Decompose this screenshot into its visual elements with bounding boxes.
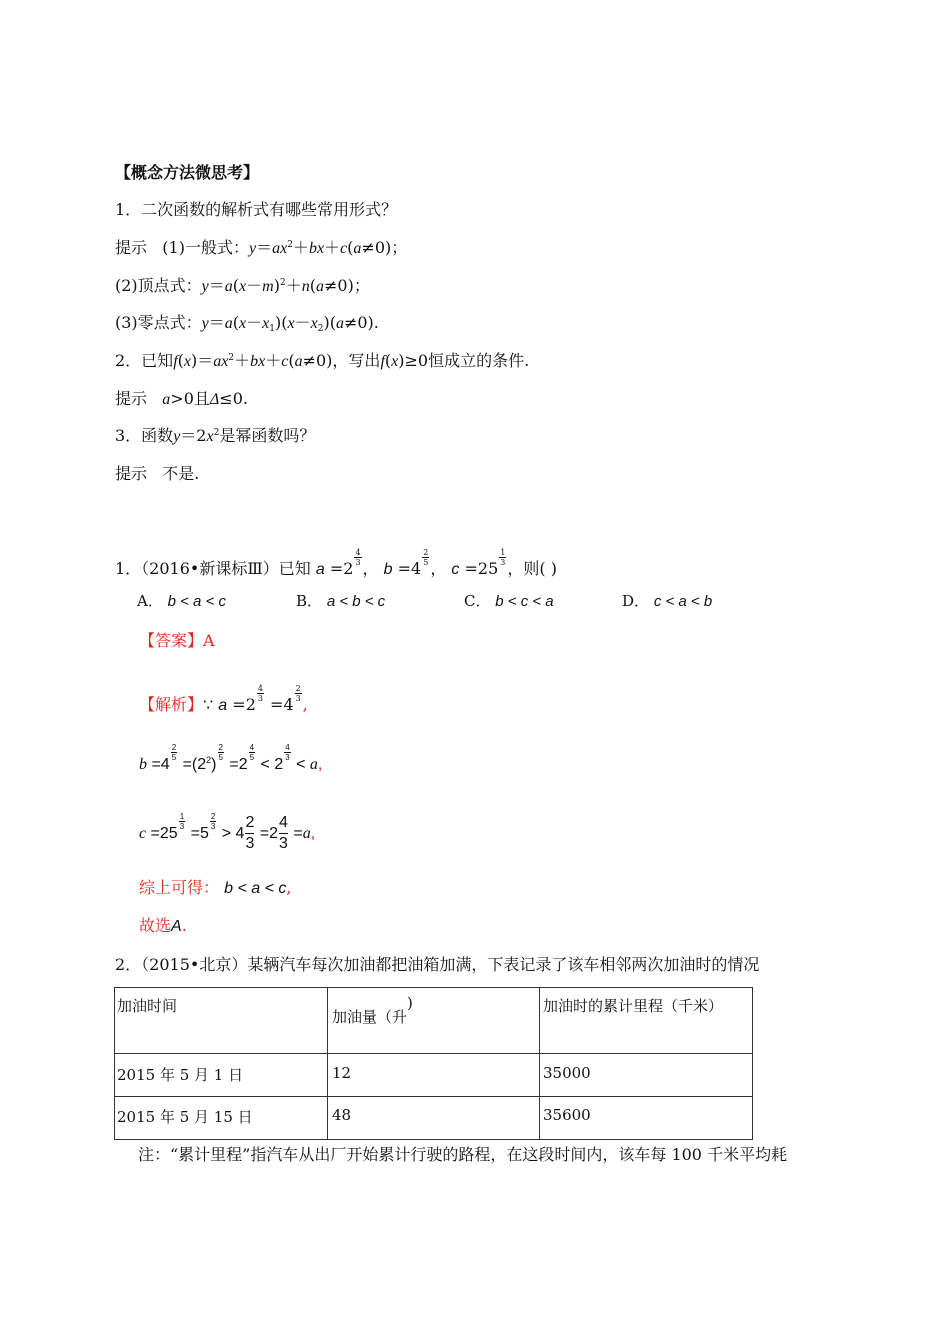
formula-zero: y [201, 315, 209, 332]
concept-question-1: 1．二次函数的解析式有哪些常用形式？ [115, 200, 398, 219]
hint-general-form: 提示 (1)一般式：$y=ax^2+bx+c(a\ne 0)$； [115, 238, 408, 257]
table-header-row [115, 988, 753, 1054]
analysis-line-2: b =4 $\frac{2}{5}$ $=(2^2)$ $\frac{2}{5}$ =2 $\frac{4}{5}$ < 2 $\frac{4}{3}$ < a, [139, 743, 323, 773]
analysis-summary: 综上可得： b < a < c, [139, 878, 292, 897]
answer-label: 【答案】 [139, 631, 204, 650]
hint-zero-form: (3)零点式：$y=a(x-x_1)(x-x_2)(a\ne 0)$. [115, 313, 379, 334]
analysis-label: 【解析】 [139, 695, 204, 714]
concept-question-2: 2．已知$f(x)=ax^2+bx+c(a\ne 0)$，写出f(x)≥0恒成立的条件. [115, 351, 530, 370]
analysis-line-3: c =25 $\frac{1}{3}$ =5 $\frac{2}{3}$ > 4 $\frac{2}{3}$ =2 $\frac{4}{3}$ =a, [139, 812, 316, 853]
row1-date: 2015 年 5 月 1 日 [117, 1066, 244, 1084]
problem-1-statement: 1．（2016•新课标Ⅲ）已知 a =2 $\frac{4}{3}$ ， b =4 $\frac{2}{5}$ ， c =25 $\frac{1}{3}$ ，则( ) [115, 548, 557, 578]
header-amount: 加油量（升 [332, 1008, 408, 1026]
concept-question-3: 3．函数$y=2x^2$是幂函数吗？ [115, 426, 316, 445]
formula-general: y [248, 240, 257, 257]
formula-vertex: y [201, 278, 209, 295]
hint-question-2: 提示 a>0且Δ≤0. [115, 389, 248, 408]
choice-a[interactable]: A． b < a < c [137, 592, 226, 610]
problem-2-note: 注：“累计里程”指汽车从出厂开始累计行驶的路程，在这段时间内，该车每 100 千米平均耗 [138, 1145, 788, 1164]
header-time: 加油时间 [117, 997, 178, 1015]
row1-amount: 12 [332, 1064, 352, 1082]
hint-label: 提示 [115, 238, 148, 257]
hint-vertex-form: (2)顶点式：$y=a(x-m)^2+n(a\ne 0)$； [115, 276, 370, 295]
analysis-line-1: 【解析】∵ a =2 $\frac{4}{3}$ =4 $\frac{2}{3}$ , [139, 684, 308, 714]
answer-paren: ( ) [539, 559, 557, 578]
row2-date: 2015 年 5 月 15 日 [117, 1108, 253, 1126]
row2-amount: 48 [332, 1106, 352, 1124]
answer-value: A [203, 631, 215, 650]
header-mileage: 加油时的累计里程（千米） [543, 997, 724, 1015]
header-amount-paren: ) [407, 994, 413, 1012]
refuel-table [114, 987, 753, 1140]
hint-general-label: (1)一般式： [162, 238, 249, 257]
problem-2-intro: 2．（2015•北京）某辆汽车每次加油都把油箱加满，下表记录了该车相邻两次加油时的情况 [115, 955, 760, 974]
table-row [115, 1097, 753, 1140]
hint-question-3: 提示 不是. [115, 464, 200, 483]
choice-b[interactable]: B． a < b < c [296, 592, 386, 610]
hint-zero-label: (3)零点式： [115, 313, 202, 332]
hint-vertex-label: (2)顶点式： [115, 276, 202, 295]
table-row [115, 1054, 753, 1097]
section-title: 【概念方法微思考】 [115, 163, 260, 182]
row2-mileage: 35600 [543, 1106, 591, 1124]
choice-d[interactable]: D． c < a < b [622, 592, 713, 610]
answer-line [139, 631, 215, 651]
choice-c[interactable]: C． b < c < a [464, 592, 554, 610]
row1-mileage: 35000 [543, 1064, 591, 1082]
analysis-conclusion: 故选A. [139, 916, 187, 935]
